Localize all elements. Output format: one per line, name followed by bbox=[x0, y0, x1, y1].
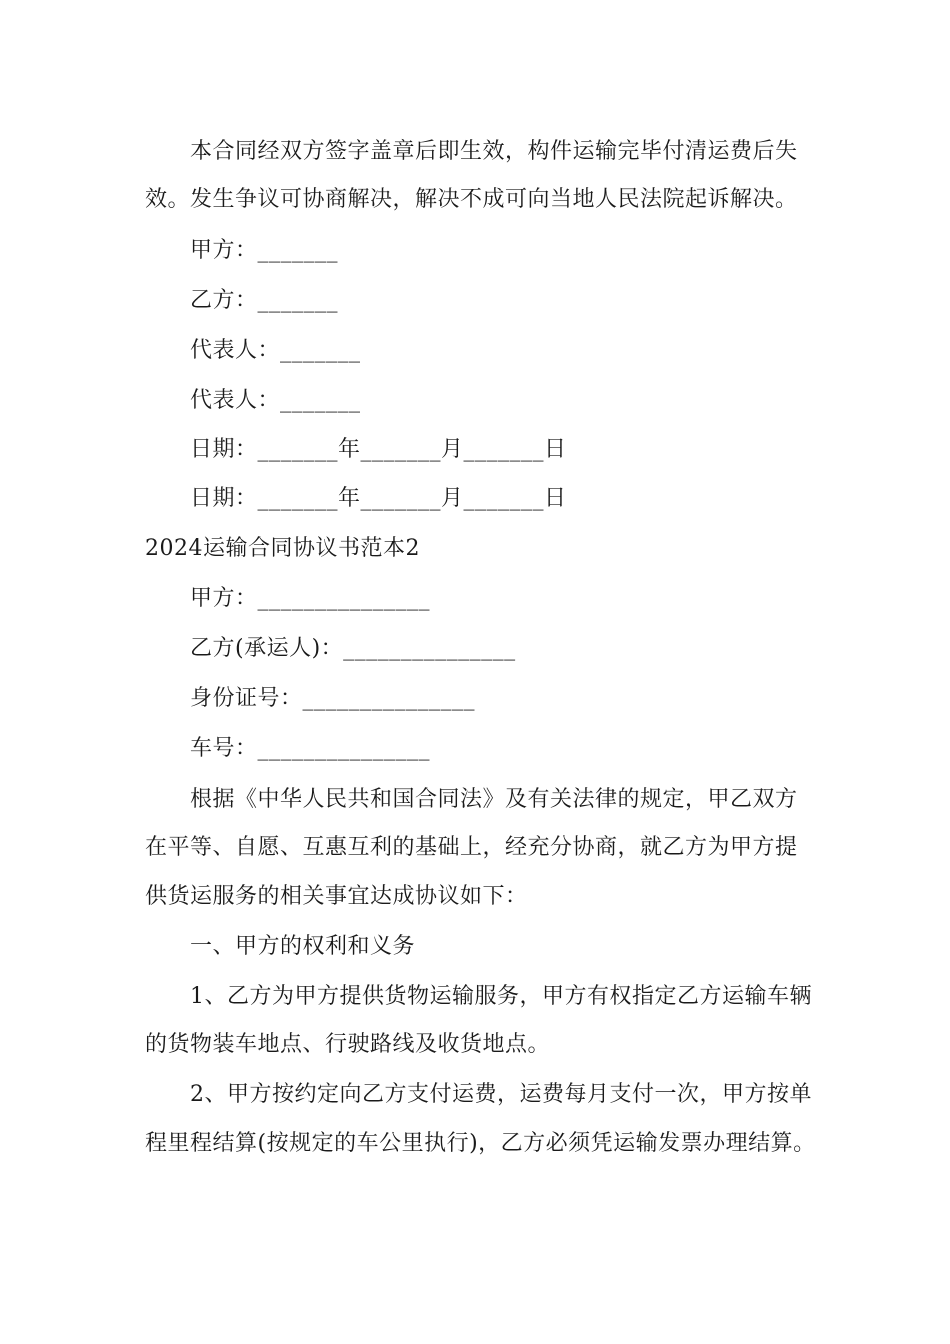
party-a-signature: 甲方：_______ bbox=[190, 238, 339, 263]
date-line-a: 日期：_______年_______月_______日 bbox=[190, 437, 567, 462]
vehicle-number-field: 车号：_______________ bbox=[190, 736, 431, 761]
preamble-line-2: 在平等、自愿、互惠互利的基础上，经充分协商，就乙方为甲方提 bbox=[145, 835, 798, 860]
party-a-field: 甲方：_______________ bbox=[190, 586, 431, 611]
representative-a: 代表人：_______ bbox=[190, 338, 361, 363]
clause-heading: 一、甲方的权利和义务 bbox=[190, 934, 416, 959]
party-b-signature: 乙方：_______ bbox=[190, 288, 339, 313]
section-title: 2024运输合同协议书范本2 bbox=[145, 536, 420, 561]
party-b-carrier-field: 乙方(承运人)：_______________ bbox=[190, 636, 516, 661]
clause-1-line-1: 1、乙方为甲方提供货物运输服务，甲方有权指定乙方运输车辆 bbox=[190, 984, 812, 1009]
id-number-field: 身份证号：_______________ bbox=[190, 686, 476, 711]
clause-1-line-2: 的货物装车地点、行驶路线及收货地点。 bbox=[145, 1032, 551, 1057]
clause-2-line-1: 2、甲方按约定向乙方支付运费，运费每月支付一次，甲方按单 bbox=[190, 1082, 812, 1107]
date-line-b: 日期：_______年_______月_______日 bbox=[190, 486, 567, 511]
preamble-line-1: 根据《中华人民共和国合同法》及有关法律的规定，甲乙双方 bbox=[190, 787, 798, 812]
paragraph-effectiveness-line-1: 本合同经双方签字盖章后即生效，构件运输完毕付清运费后失 bbox=[190, 139, 798, 164]
paragraph-effectiveness-line-2: 效。发生争议可协商解决，解决不成可向当地人民法院起诉解决。 bbox=[145, 187, 798, 212]
preamble-line-3: 供货运服务的相关事宜达成协议如下： bbox=[145, 884, 528, 909]
clause-2-line-2: 程里程结算(按规定的车公里执行)，乙方必须凭运输发票办理结算。 bbox=[145, 1131, 816, 1156]
representative-b: 代表人：_______ bbox=[190, 388, 361, 413]
